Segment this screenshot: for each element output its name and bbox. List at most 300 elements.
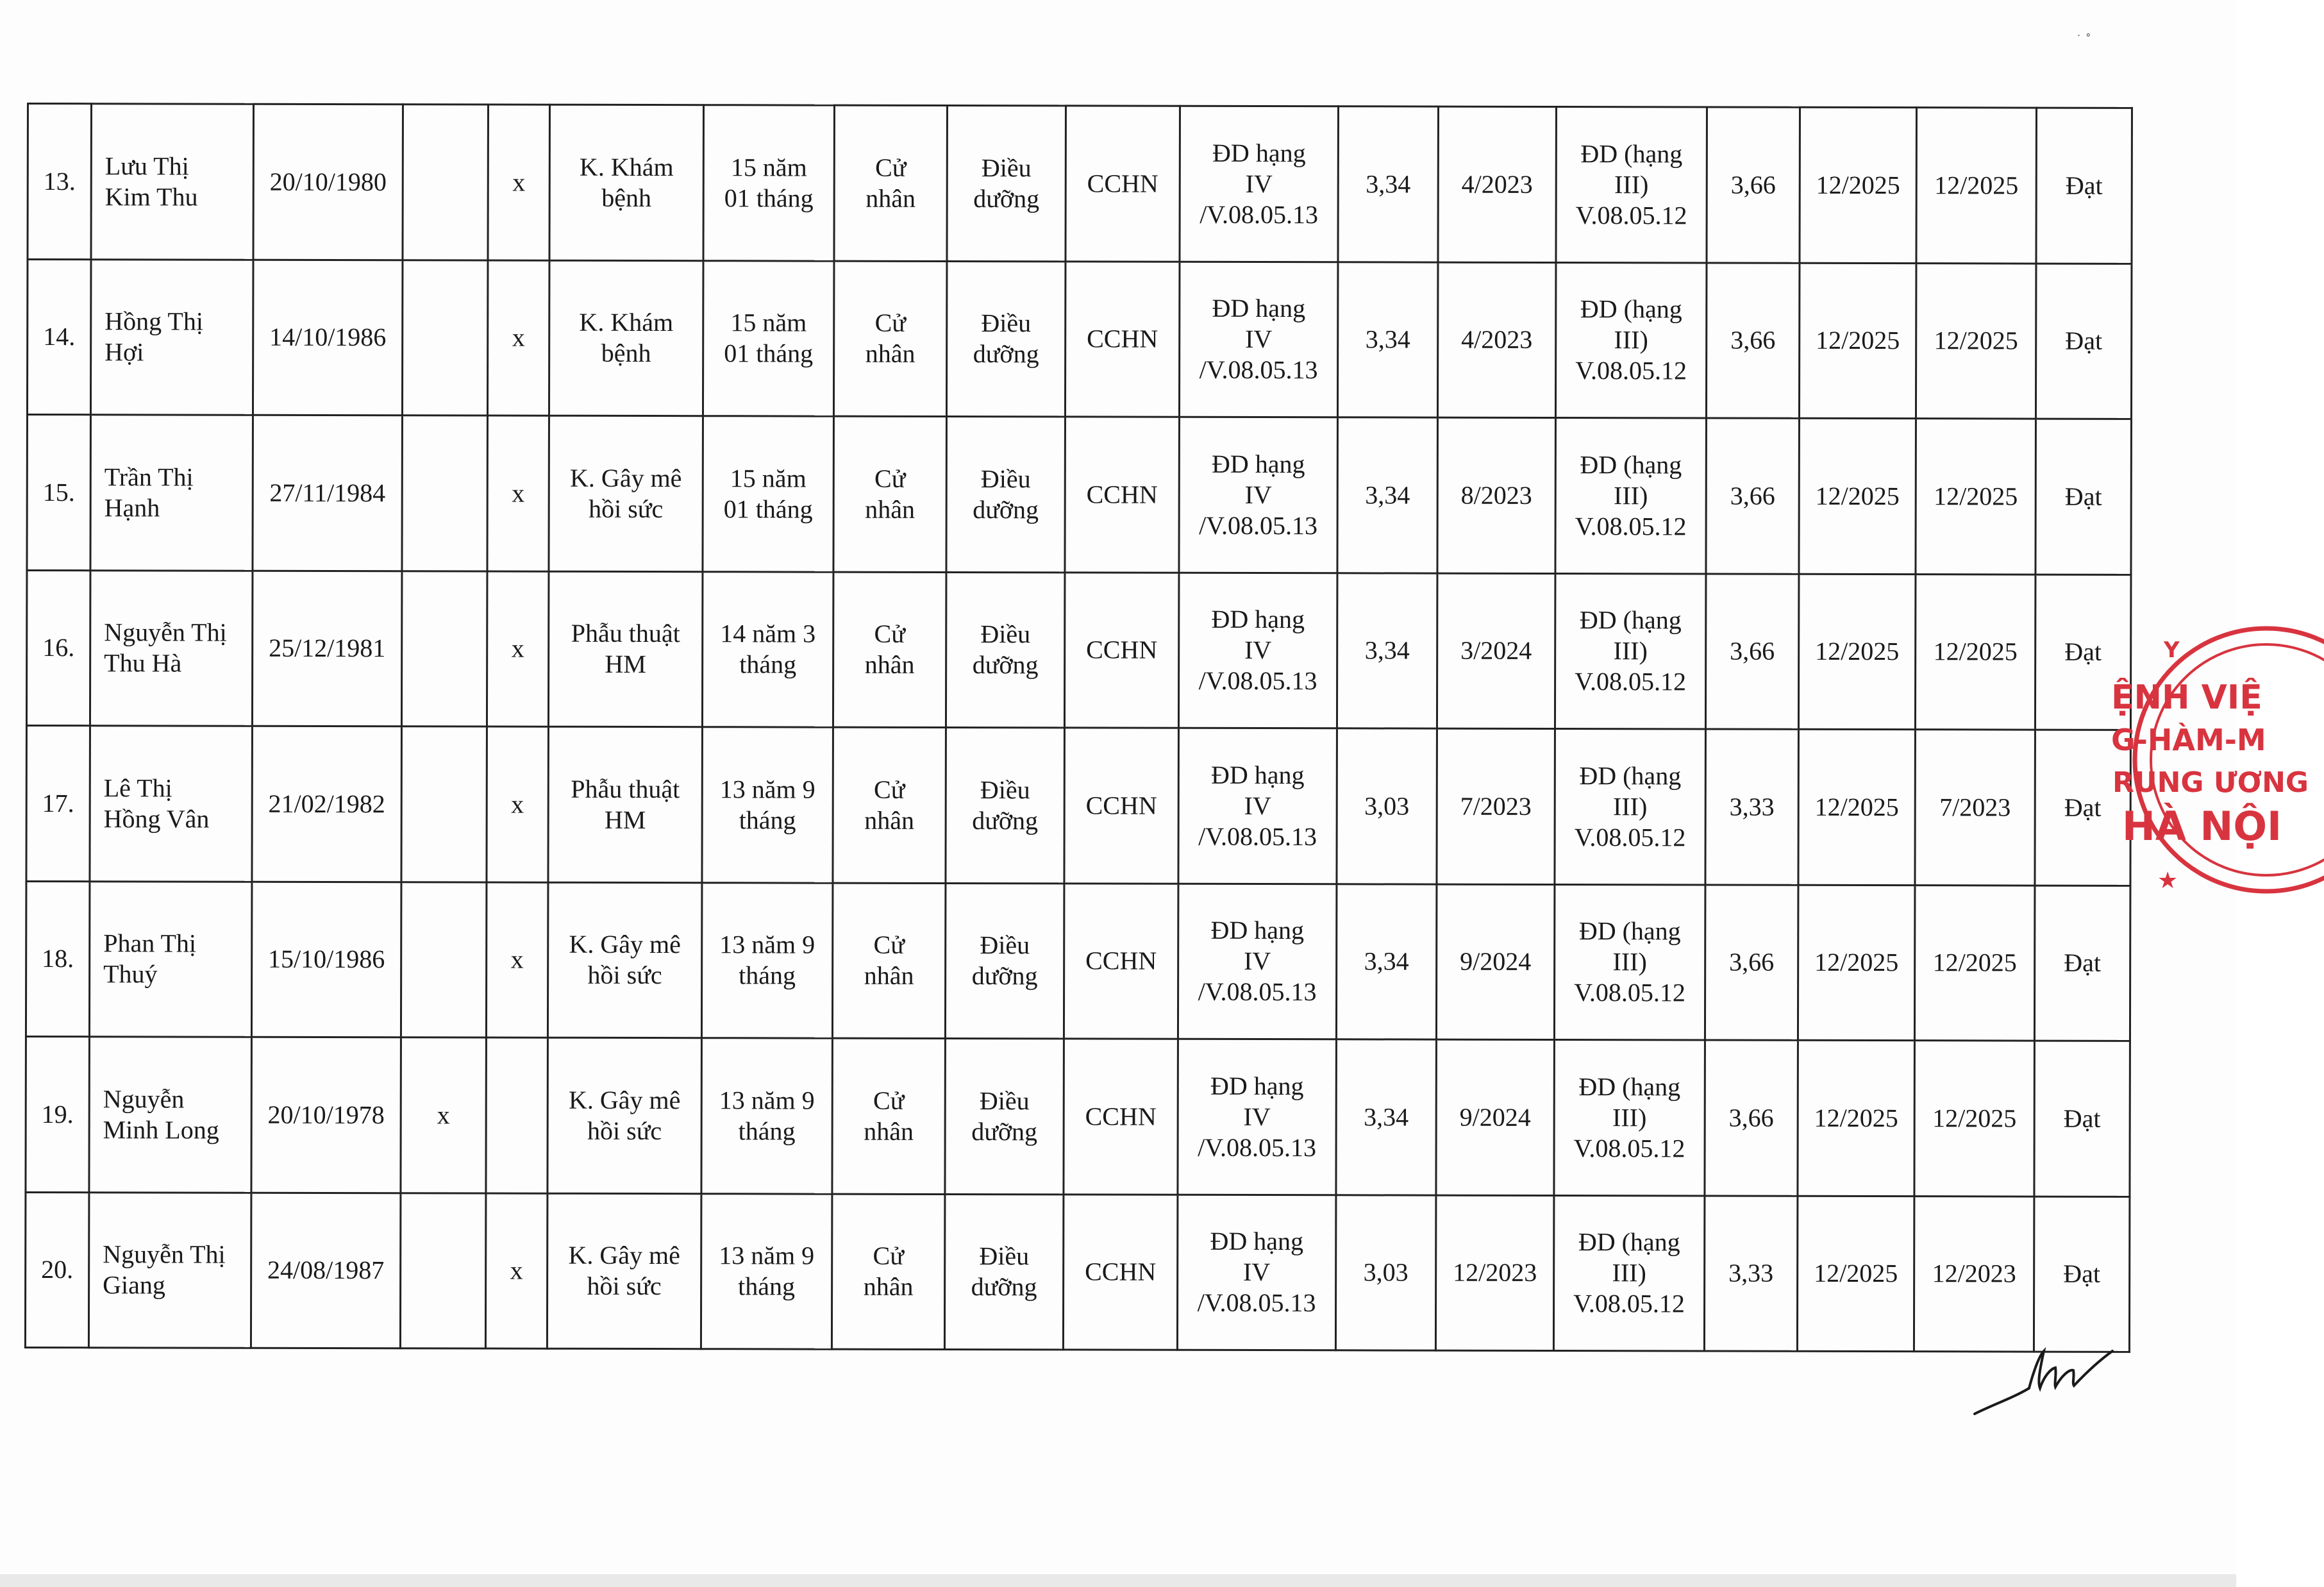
male-mark-cell — [402, 260, 488, 416]
new-rank-cell — [1556, 106, 1707, 262]
new-date-cell — [1798, 885, 1915, 1041]
female-mark-text: x — [512, 478, 525, 508]
degree-text: Cử nhân — [864, 1086, 914, 1146]
next-raise-text: 7/2023 — [1939, 793, 2011, 822]
signature-graphic — [1968, 1343, 2122, 1420]
new-rank-cell — [1553, 1195, 1705, 1351]
table-row — [27, 259, 2132, 419]
seniority-cell — [703, 416, 834, 572]
new-rank-text: ĐD (hạng III) V.08.05.12 — [1575, 449, 1687, 541]
department-cell — [549, 416, 703, 571]
current-rank-text: ĐD hạng IV /V.08.05.13 — [1198, 1071, 1317, 1162]
department-cell — [548, 882, 702, 1038]
new-coefficient-text: 3,66 — [1729, 947, 1775, 977]
new-date-text: 12/2025 — [1815, 637, 1900, 666]
new-coefficient-text: 3,66 — [1730, 636, 1775, 666]
new-date-text: 12/2025 — [1814, 792, 1899, 821]
major-text: Điều dưỡng — [972, 775, 1039, 835]
major-text: Điều dưỡng — [971, 1086, 1038, 1146]
full-name-cell — [90, 570, 253, 726]
row-number-text: 15. — [42, 477, 75, 507]
degree-cell — [832, 1038, 946, 1194]
current-rank-text: ĐD hạng IV /V.08.05.13 — [1199, 449, 1318, 540]
degree-text: Cử nhân — [864, 775, 915, 835]
date-of-birth-text: 14/10/1986 — [269, 323, 387, 352]
full-name-text: Trần Thị Hạnh — [104, 462, 194, 523]
current-rank-text: ĐD hạng IV /V.08.05.13 — [1198, 760, 1317, 851]
department-text: K. Gây mê hồi sức — [568, 1241, 680, 1301]
degree-text: Cử nhân — [863, 1241, 914, 1302]
major-text: Điều dưỡng — [973, 153, 1040, 214]
male-mark-cell — [401, 571, 487, 726]
current-coefficient-text: 3,34 — [1365, 480, 1410, 510]
row-number-text: 19. — [41, 1099, 74, 1129]
next-raise-text: 12/2025 — [1932, 1103, 2017, 1133]
major-cell — [946, 728, 1065, 884]
date-of-birth-text: 15/10/1986 — [268, 945, 385, 974]
department-cell — [549, 260, 703, 416]
seniority-cell — [701, 1193, 832, 1349]
table-row — [26, 1037, 2130, 1197]
seniority-text: 13 năm 9 tháng — [719, 930, 815, 990]
current-date-text: 4/2023 — [1461, 324, 1533, 355]
female-mark-text: x — [512, 167, 526, 197]
current-coefficient-cell — [1336, 884, 1437, 1039]
major-cell — [946, 261, 1066, 417]
full-name-text: Lê Thị Hồng Vân — [103, 773, 210, 834]
new-date-cell — [1798, 1040, 1915, 1196]
current-rank-text: ĐD hạng IV /V.08.05.13 — [1198, 605, 1317, 696]
current-rank-text: ĐD hạng IV /V.08.05.13 — [1199, 294, 1318, 385]
row-number-cell — [28, 104, 92, 260]
date-of-birth-text: 24/08/1987 — [267, 1255, 385, 1285]
seniority-cell — [702, 571, 833, 727]
degree-text: Cử nhân — [865, 308, 915, 369]
current-date-cell — [1436, 884, 1555, 1040]
date-of-birth-text: 27/11/1984 — [269, 478, 386, 507]
table-row — [27, 415, 2132, 575]
full-name-text: Hồng Thị Hợi — [104, 306, 204, 367]
current-rank-cell — [1180, 106, 1339, 262]
degree-cell — [834, 105, 948, 261]
result-text: Đạt — [2063, 1259, 2101, 1289]
scan-bottom-edge — [0, 1574, 2236, 1587]
current-rank-cell — [1179, 262, 1338, 417]
current-coefficient-cell — [1337, 417, 1438, 573]
major-cell — [944, 1194, 1064, 1350]
new-date-cell — [1799, 418, 1916, 574]
department-text: K. Khám bệnh — [579, 152, 674, 212]
red-official-seal — [2111, 619, 2324, 901]
seniority-cell — [702, 727, 833, 883]
seniority-text: 15 năm 01 tháng — [724, 153, 814, 213]
new-rank-text: ĐD (hạng III) V.08.05.12 — [1573, 1071, 1685, 1163]
new-rank-cell — [1554, 884, 1705, 1040]
result-text: Đạt — [2064, 948, 2102, 978]
date-of-birth-cell — [253, 260, 403, 416]
new-coefficient-cell — [1705, 573, 1799, 729]
current-date-text: 7/2023 — [1460, 791, 1532, 821]
next-raise-cell — [1914, 1041, 2035, 1197]
seal-line-2: G-HÀM-M — [2111, 723, 2266, 757]
major-cell — [945, 1039, 1064, 1195]
new-date-cell — [1800, 107, 1917, 263]
seniority-text: 13 năm 9 tháng — [719, 1241, 815, 1301]
male-mark-text: x — [437, 1100, 450, 1130]
date-of-birth-cell — [251, 1193, 401, 1348]
new-date-text: 12/2025 — [1816, 326, 1900, 355]
degree-cell — [833, 261, 947, 417]
row-number-cell — [25, 1192, 89, 1348]
female-mark-cell — [488, 105, 550, 260]
new-coefficient-text: 3,33 — [1729, 792, 1775, 821]
seal-line-1: ỆNH VIỆ — [2111, 678, 2262, 717]
date-of-birth-text: 20/10/1980 — [269, 167, 387, 196]
new-date-cell — [1798, 729, 1916, 885]
certificate-text: CCHN — [1086, 635, 1158, 664]
full-name-text: Lưu Thị Kim Thu — [104, 151, 198, 212]
current-date-cell — [1438, 106, 1557, 262]
female-mark-cell — [487, 260, 549, 416]
department-cell — [547, 1193, 701, 1349]
current-coefficient-text: 3,03 — [1363, 1257, 1409, 1287]
row-number-text: 18. — [42, 944, 74, 973]
certificate-text: CCHN — [1085, 946, 1157, 975]
certificate-text: CCHN — [1086, 480, 1158, 509]
row-number-text: 16. — [42, 633, 75, 662]
female-mark-cell — [487, 571, 549, 727]
seniority-cell — [703, 105, 835, 261]
seniority-text: 13 năm 9 tháng — [719, 775, 815, 835]
seniority-cell — [701, 882, 833, 1038]
current-coefficient-text: 3,34 — [1364, 946, 1409, 976]
full-name-text: Phan Thị Thuý — [103, 928, 197, 989]
date-of-birth-text: 20/10/1978 — [267, 1100, 385, 1129]
current-coefficient-cell — [1337, 728, 1437, 884]
department-cell — [548, 726, 703, 882]
current-rank-text: ĐD hạng IV /V.08.05.13 — [1197, 1227, 1316, 1318]
major-text: Điều dưỡng — [971, 1241, 1037, 1302]
current-coefficient-text: 3,34 — [1364, 1102, 1409, 1132]
date-of-birth-cell — [251, 882, 401, 1037]
certificate-cell — [1065, 261, 1180, 417]
row-number-cell — [26, 1037, 90, 1193]
scan-speck: ˙ ˚ — [2076, 33, 2091, 47]
new-rank-text: ĐD (hạng III) V.08.05.12 — [1574, 760, 1686, 852]
date-of-birth-text: 25/12/1981 — [269, 634, 386, 663]
new-rank-cell — [1555, 728, 1706, 884]
certificate-text: CCHN — [1087, 169, 1158, 198]
result-text: Đạt — [2064, 637, 2102, 667]
certificate-text: CCHN — [1085, 791, 1157, 820]
row-number-text: 14. — [43, 322, 76, 351]
seniority-text: 14 năm 3 tháng — [720, 619, 816, 679]
current-coefficient-text: 3,34 — [1365, 324, 1410, 354]
full-name-text: Nguyễn Minh Long — [103, 1084, 219, 1145]
new-coefficient-text: 3,66 — [1730, 170, 1776, 199]
department-text: K. Khám bệnh — [579, 308, 674, 368]
staff-table-wrapper — [24, 103, 2131, 1351]
current-date-cell — [1437, 262, 1556, 418]
next-raise-text: 12/2025 — [1932, 948, 2017, 977]
result-cell — [2036, 108, 2132, 264]
next-raise-cell — [1915, 574, 2036, 730]
result-text: Đạt — [2065, 326, 2103, 356]
next-raise-cell — [1914, 1196, 2034, 1352]
certificate-text: CCHN — [1085, 1257, 1157, 1286]
new-date-cell — [1799, 263, 1916, 419]
female-mark-cell — [486, 882, 548, 1038]
new-rank-cell — [1554, 1039, 1705, 1195]
new-date-text: 12/2025 — [1814, 1103, 1898, 1132]
major-text: Điều dưỡng — [973, 308, 1039, 369]
certificate-cell — [1064, 883, 1178, 1039]
current-coefficient-cell — [1337, 262, 1438, 417]
seniority-text: 15 năm 01 tháng — [723, 464, 813, 524]
certificate-cell — [1066, 106, 1180, 262]
current-rank-text: ĐD hạng IV /V.08.05.13 — [1198, 916, 1317, 1007]
current-date-cell — [1437, 728, 1555, 884]
new-coefficient-cell — [1707, 107, 1800, 263]
next-raise-text: 12/2025 — [1934, 170, 2019, 200]
male-mark-cell — [401, 882, 487, 1037]
male-mark-cell — [400, 1193, 486, 1348]
full-name-cell — [89, 1037, 252, 1193]
degree-cell — [833, 416, 947, 572]
new-coefficient-cell — [1704, 1195, 1798, 1351]
current-coefficient-text: 3,03 — [1364, 791, 1410, 821]
next-raise-cell — [1916, 263, 2036, 419]
next-raise-cell — [1915, 730, 2036, 886]
department-cell — [548, 1037, 702, 1193]
new-coefficient-cell — [1705, 884, 1798, 1040]
current-rank-text: ĐD hạng IV /V.08.05.13 — [1200, 138, 1319, 229]
row-number-cell — [26, 570, 90, 726]
major-cell — [946, 417, 1066, 573]
full-name-cell — [90, 259, 253, 415]
current-date-cell — [1436, 1039, 1555, 1195]
male-mark-cell — [403, 105, 489, 260]
department-text: K. Gây mê hồi sức — [570, 463, 682, 523]
next-raise-cell — [1916, 108, 2037, 264]
new-coefficient-cell — [1705, 729, 1799, 885]
seal-graphic — [2111, 619, 2324, 901]
table-row — [26, 570, 2131, 730]
department-text: K. Gây mê hồi sức — [568, 1085, 681, 1145]
next-raise-cell — [1916, 419, 2036, 575]
certificate-cell — [1064, 1039, 1178, 1195]
result-text: Đạt — [2065, 171, 2103, 200]
degree-cell — [833, 727, 946, 883]
seniority-cell — [703, 260, 834, 416]
new-rank-cell — [1555, 573, 1706, 729]
major-text: Điều dưỡng — [971, 930, 1038, 991]
full-name-cell — [90, 415, 253, 571]
seal-top-text: Y — [2164, 637, 2180, 663]
current-coefficient-text: 3,34 — [1366, 169, 1411, 199]
new-rank-text: ĐD (hạng III) V.08.05.12 — [1573, 1227, 1685, 1318]
current-date-text: 9/2024 — [1460, 946, 1532, 977]
new-coefficient-text: 3,66 — [1730, 481, 1775, 510]
date-of-birth-cell — [252, 571, 402, 726]
date-of-birth-cell — [253, 104, 403, 260]
current-date-cell — [1437, 573, 1555, 729]
full-name-cell — [90, 726, 253, 882]
degree-text: Cử nhân — [865, 464, 915, 524]
female-mark-cell — [487, 726, 549, 882]
new-rank-text: ĐD (hạng III) V.08.05.12 — [1575, 605, 1687, 696]
next-raise-text: 12/2023 — [1932, 1259, 2016, 1288]
department-cell — [549, 105, 704, 260]
new-date-text: 12/2025 — [1814, 1259, 1898, 1288]
major-cell — [945, 883, 1064, 1039]
major-cell — [947, 106, 1066, 262]
female-mark-text: x — [511, 634, 524, 663]
degree-cell — [833, 572, 946, 728]
new-coefficient-cell — [1706, 418, 1800, 574]
date-of-birth-cell — [251, 1037, 401, 1193]
female-mark-text: x — [511, 789, 524, 819]
female-mark-cell — [485, 1193, 548, 1349]
current-coefficient-cell — [1337, 573, 1437, 728]
table-body — [25, 104, 2132, 1352]
current-date-text: 4/2023 — [1461, 169, 1533, 199]
department-text: K. Gây mê hồi sức — [569, 930, 681, 990]
date-of-birth-text: 21/02/1982 — [268, 789, 385, 818]
new-rank-text: ĐD (hạng III) V.08.05.12 — [1575, 139, 1687, 230]
table-row — [26, 726, 2131, 886]
row-number-cell — [27, 259, 91, 415]
new-rank-text: ĐD (hạng III) V.08.05.12 — [1574, 916, 1686, 1007]
result-text: Đạt — [2063, 1104, 2101, 1133]
next-raise-text: 12/2025 — [1934, 326, 2018, 355]
degree-cell — [832, 1194, 945, 1350]
current-date-text: 3/2024 — [1460, 635, 1532, 666]
result-cell — [2034, 1197, 2130, 1352]
row-number-text: 20. — [41, 1255, 74, 1284]
male-mark-cell — [401, 726, 487, 882]
degree-text: Cử nhân — [864, 619, 915, 680]
table-row — [25, 1192, 2130, 1352]
date-of-birth-cell — [252, 726, 402, 882]
certificate-text: CCHN — [1087, 324, 1158, 353]
staff-promotion-table — [24, 103, 2133, 1353]
certificate-cell — [1064, 572, 1179, 728]
male-mark-cell — [401, 1037, 487, 1193]
degree-cell — [832, 883, 946, 1039]
table-row — [26, 881, 2130, 1041]
current-date-cell — [1437, 417, 1556, 573]
current-date-text: 12/2023 — [1453, 1257, 1537, 1288]
certificate-cell — [1064, 728, 1179, 884]
female-mark-cell — [486, 1037, 548, 1193]
new-rank-text: ĐD (hạng III) V.08.05.12 — [1575, 294, 1687, 385]
result-cell — [2036, 264, 2132, 419]
certificate-cell — [1063, 1194, 1178, 1350]
degree-text: Cử nhân — [865, 153, 916, 213]
current-coefficient-cell — [1336, 1039, 1437, 1195]
handwritten-signature — [1968, 1343, 2122, 1420]
table-row — [28, 104, 2132, 264]
new-date-cell — [1797, 1196, 1914, 1352]
new-date-text: 12/2025 — [1815, 481, 1900, 510]
new-date-text: 12/2025 — [1816, 170, 1900, 199]
department-text: Phẫu thuật HM — [571, 774, 680, 834]
female-mark-text: x — [510, 945, 524, 974]
male-mark-cell — [402, 416, 488, 571]
row-number-text: 17. — [42, 788, 74, 818]
seal-line-4: HÀ NỘI — [2122, 803, 2282, 850]
next-raise-text: 12/2025 — [1934, 481, 2018, 511]
result-text: Đạt — [2064, 482, 2102, 511]
full-name-text: Nguyễn Thị Giang — [103, 1239, 226, 1300]
current-coefficient-cell — [1338, 106, 1439, 262]
row-number-cell — [27, 415, 91, 571]
result-text: Đạt — [2064, 793, 2102, 822]
current-date-text: 9/2024 — [1459, 1102, 1531, 1132]
result-cell — [2034, 886, 2130, 1041]
seal-star-icon: ★ — [2157, 868, 2178, 894]
next-raise-cell — [1914, 885, 2035, 1041]
new-coefficient-text: 3,66 — [1728, 1103, 1774, 1132]
major-cell — [946, 572, 1065, 728]
certificate-cell — [1065, 417, 1180, 573]
new-rank-cell — [1555, 417, 1707, 573]
seniority-cell — [701, 1038, 833, 1194]
major-text: Điều dưỡng — [972, 619, 1039, 680]
new-coefficient-text: 3,33 — [1728, 1258, 1774, 1288]
full-name-cell — [89, 881, 252, 1037]
row-number-text: 13. — [43, 166, 76, 196]
new-coefficient-cell — [1706, 262, 1800, 418]
female-mark-cell — [487, 416, 549, 571]
current-rank-cell — [1178, 728, 1337, 884]
current-rank-cell — [1177, 1195, 1336, 1350]
current-rank-cell — [1178, 573, 1337, 728]
seniority-text: 15 năm 01 tháng — [724, 308, 814, 368]
new-date-text: 12/2025 — [1814, 948, 1899, 977]
female-mark-text: x — [510, 1255, 523, 1285]
full-name-cell — [88, 1192, 251, 1348]
current-coefficient-text: 3,34 — [1364, 635, 1410, 665]
full-name-cell — [91, 104, 254, 260]
department-text: Phẫu thuật HM — [571, 619, 680, 679]
new-coefficient-cell — [1705, 1040, 1798, 1196]
major-text: Điều dưỡng — [973, 464, 1039, 525]
full-name-text: Nguyễn Thị Thu Hà — [104, 617, 227, 678]
new-rank-cell — [1555, 262, 1707, 418]
date-of-birth-cell — [253, 415, 403, 571]
result-cell — [2036, 419, 2132, 575]
next-raise-text: 12/2025 — [1933, 637, 2018, 666]
row-number-cell — [26, 881, 90, 1037]
current-rank-cell — [1178, 1039, 1337, 1195]
current-date-text: 8/2023 — [1460, 480, 1532, 510]
current-rank-cell — [1179, 417, 1338, 573]
current-date-cell — [1435, 1195, 1554, 1351]
new-coefficient-text: 3,66 — [1730, 325, 1776, 355]
certificate-text: CCHN — [1085, 1102, 1157, 1131]
seniority-text: 13 năm 9 tháng — [719, 1086, 815, 1146]
current-coefficient-cell — [1335, 1195, 1436, 1350]
seal-line-3: RUNG ƯƠNG — [2112, 766, 2309, 799]
result-cell — [2034, 1041, 2130, 1197]
current-rank-cell — [1178, 884, 1337, 1039]
new-date-cell — [1798, 574, 1916, 730]
department-cell — [548, 571, 703, 727]
female-mark-text: x — [512, 323, 525, 352]
degree-text: Cử nhân — [864, 930, 914, 991]
